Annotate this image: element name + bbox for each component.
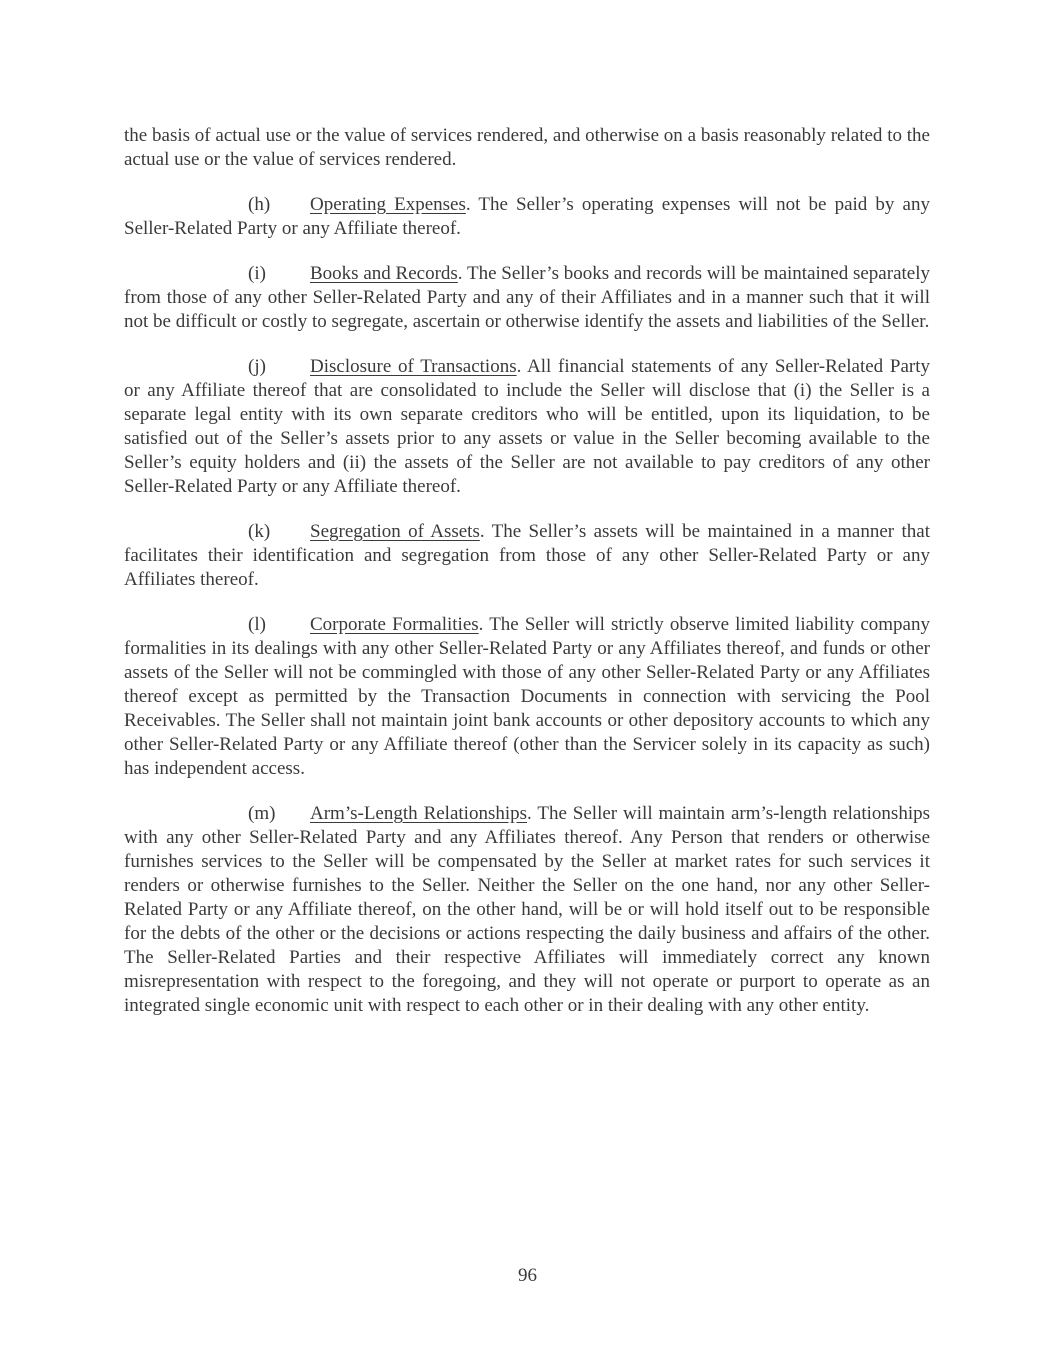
section-text: . The Seller will maintain arm’s-length relationships with any other Seller-Related Party and any Affiliates thereof. Any Person that renders or otherwise furnishes services to the Seller will be compensated by the Seller at market rates for such services it renders or otherwise furnishes to the Seller. Neither the Seller on the one hand, nor any other Seller-Related Party or any Affiliate thereof, on the other hand, will be or will hold itself out to be responsible for the debts of the other or the decisions or actions respecting the daily business and affairs of the other. The Seller-Related Parties and their respective Affiliates will immediately correct any known misrepresentation with respect to the foregoing, and they will not operate or purport to operate as an integrated single economic unit with respect to each other or in their dealing with any other entity. bbox=[124, 803, 930, 1016]
section-h bbox=[124, 193, 930, 241]
section-text: . The Seller will strictly observe limited liability company formalities in its dealings with any other Seller-Related Party or any Affiliates thereof, and funds or other assets of the Seller will not be commingled with those of any other Seller-Related Party or any Affiliates thereof except as permitted by the Transaction Documents in connection with servicing the Pool Receivables. The Seller shall not maintain joint bank accounts or other depository accounts to which any other Seller-Related Party or any Affiliate thereof (other than the Servicer solely in its capacity as such) has independent access. bbox=[124, 614, 930, 779]
page-body bbox=[124, 124, 930, 1039]
section-text: . The Seller’s assets will be maintained in a manner that facilitates their identification and segregation from those of any other Seller-Related Party or any Affiliates thereof. bbox=[124, 521, 930, 590]
section-heading: Arm’s-Length Relationships bbox=[310, 803, 528, 824]
section-heading: Books and Records bbox=[310, 263, 458, 284]
section-heading: Operating Expenses bbox=[310, 194, 466, 215]
section-number: (k) bbox=[248, 521, 271, 542]
section-number: (i) bbox=[248, 263, 266, 284]
section-k bbox=[124, 520, 930, 592]
section-number: (l) bbox=[248, 614, 266, 635]
section-text: . The Seller’s operating expenses will not be paid by any Seller-Related Party or any Affiliate thereof. bbox=[124, 194, 930, 239]
section-number: (j) bbox=[248, 356, 266, 377]
section-j bbox=[124, 355, 930, 499]
section-i bbox=[124, 262, 930, 334]
section-heading: Corporate Formalities bbox=[310, 614, 479, 635]
section-text: . All financial statements of any Seller-Related Party or any Affiliate thereof that are consolidated to include the Seller will disclose that (i) the Seller is a separate legal entity with its own separate creditors who will be entitled, upon its liquidation, to be satisfied out of the Seller’s assets prior to any assets or value in the Seller becoming available to the Seller’s equity holders and (ii) the assets of the Seller are not available to pay creditors of any other Seller-Related Party or any Affiliate thereof. bbox=[124, 356, 930, 497]
section-l bbox=[124, 613, 930, 781]
section-m bbox=[124, 802, 930, 1018]
section-heading: Segregation of Assets bbox=[310, 521, 480, 542]
section-text: . The Seller’s books and records will be maintained separately from those of any other Seller-Related Party and any of their Affiliates and in a manner such that it will not be difficult or costly to segregate, ascertain or otherwise identify the assets and liabilities of the Seller. bbox=[124, 263, 930, 332]
section-number: (h) bbox=[248, 194, 271, 215]
section-number: (m) bbox=[248, 803, 276, 824]
page-number: 96 bbox=[518, 1265, 537, 1286]
continued-paragraph: the basis of actual use or the value of services rendered, and otherwise on a basis reasonably related to the actual use or the value of services rendered. bbox=[124, 125, 930, 170]
section-heading: Disclosure of Transactions bbox=[310, 356, 517, 377]
